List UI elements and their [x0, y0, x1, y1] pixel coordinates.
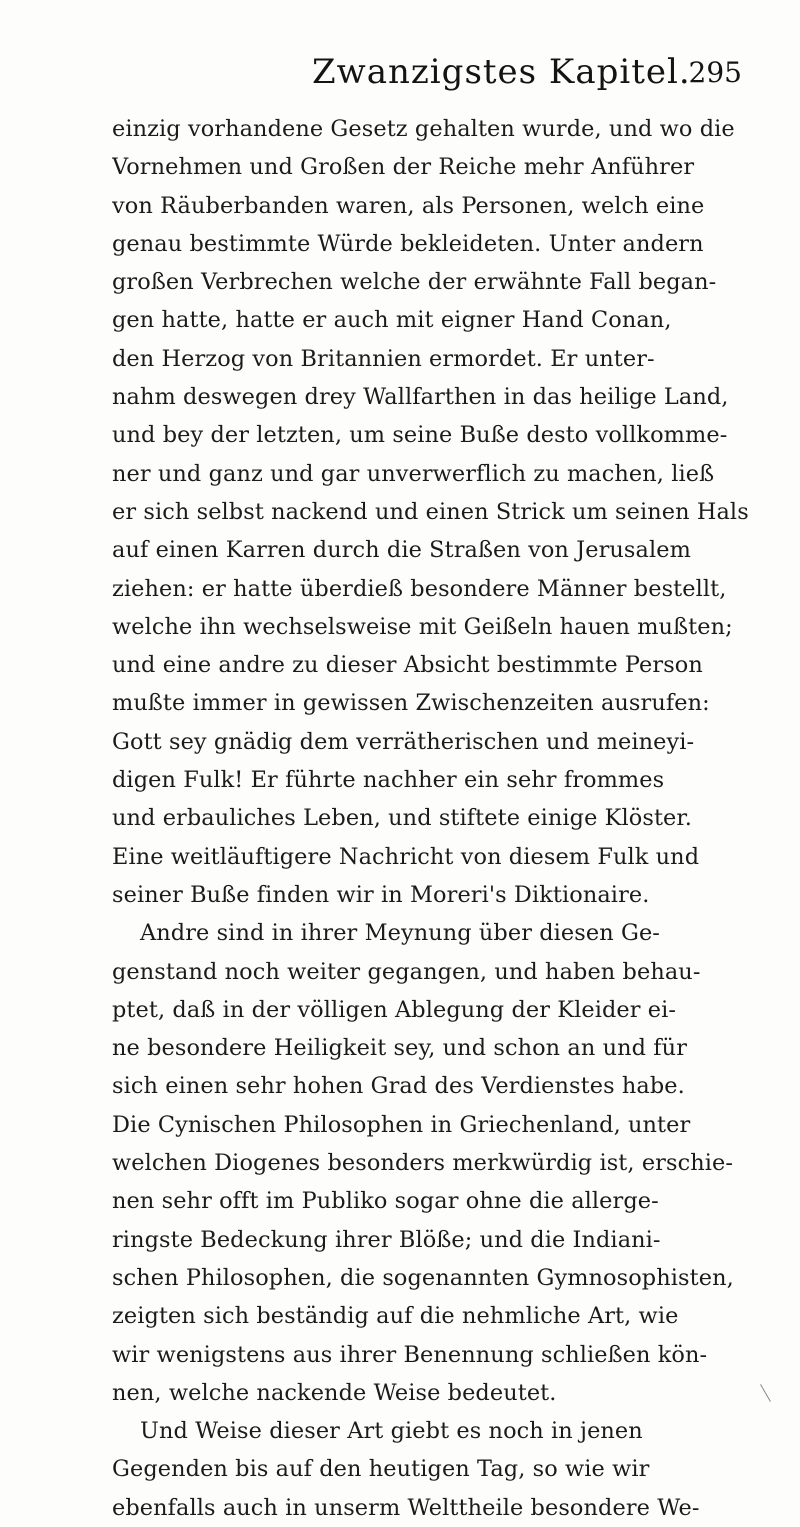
text-line: nahm deswegen drey Wallfarthen in das heilige Land,	[112, 384, 729, 411]
text-line: welche ihn wechselsweise mit Geißeln hauen mußten;	[112, 613, 733, 640]
text-line: genau bestimmte Würde bekleideten. Unter andern	[112, 230, 704, 257]
paragraph-start-line: Und Weise dieser Art giebt es noch in jenen	[140, 1418, 643, 1445]
text-line: Gott sey gnädig dem verrätherischen und meineyi-	[112, 728, 695, 755]
text-line: ne besondere Heiligkeit sey, und schon an und für	[112, 1035, 688, 1062]
text-line: nen, welche nackende Weise bedeutet.	[112, 1379, 557, 1406]
text-line: digen Fulk! Er führte nachher ein sehr frommes	[112, 767, 665, 794]
text-line: zeigten sich beständig auf die nehmliche Art, wie	[112, 1303, 679, 1330]
body-text	[112, 110, 756, 1527]
text-line: von Räuberbanden waren, als Personen, welch eine	[112, 192, 705, 219]
text-line: seiner Buße finden wir in Moreri's Diktionaire.	[112, 881, 650, 908]
text-line: mußte immer in gewissen Zwischenzeiten ausrufen:	[112, 690, 710, 717]
text-line: einzig vorhandene Gesetz gehalten wurde, und wo die	[112, 116, 735, 142]
text-line: schen Philosophen, die sogenannten Gymnosophisten,	[112, 1264, 734, 1291]
text-line: er sich selbst nackend und einen Strick um seinen Hals	[112, 498, 749, 525]
text-line: nen sehr offt im Publiko sogar ohne die allerge-	[112, 1188, 659, 1215]
text-line: und erbauliches Leben, und stiftete einige Klöster.	[112, 805, 692, 832]
text-line: Eine weitläuftigere Nachricht von diesem Fulk und	[112, 843, 700, 870]
text-line: den Herzog von Britannien ermordet. Er unter-	[112, 345, 655, 372]
text-line: ziehen: er hatte überdieß besondere Männer bestellt,	[112, 575, 727, 602]
paragraph-start-line: Andre sind in ihrer Meynung über diesen Ge-	[140, 920, 660, 947]
text-line: ptet, daß in der völligen Ablegung der Kleider ei-	[112, 996, 677, 1023]
text-line: Vornehmen und Großen der Reiche mehr Anführer	[112, 154, 695, 181]
text-line: sich einen sehr hohen Grad des Verdienstes habe.	[112, 1073, 685, 1100]
text-line: welchen Diogenes besonders merkwürdig ist, erschie-	[112, 1150, 734, 1177]
text-line: und eine andre zu dieser Absicht bestimmte Person	[112, 652, 703, 679]
text-line: genstand noch weiter gegangen, und haben behau-	[112, 958, 701, 985]
page-header	[112, 0, 756, 110]
running-head: Zwanzigstes Kapitel.	[312, 52, 691, 92]
text-line: ner und ganz und gar unverwerflich zu machen, ließ	[112, 460, 715, 487]
page-number: 295	[688, 56, 742, 89]
text-line: wir wenigstens aus ihrer Benennung schließen kön-	[112, 1341, 708, 1368]
text-line: auf einen Karren durch die Straßen von Jerusalem	[112, 537, 691, 564]
text-line: großen Verbrechen welche der erwähnte Fall began-	[112, 269, 717, 296]
text-line: Gegenden bis auf den heutigen Tag, so wie wir	[112, 1456, 650, 1483]
text-line: ebenfalls auch in unserm Welttheile besondere We-	[112, 1494, 700, 1521]
text-line: ringste Bedeckung ihrer Blöße; und die Indiani-	[112, 1226, 661, 1253]
text-line: und bey der letzten, um seine Buße desto vollkomme-	[112, 422, 728, 449]
text-line: Die Cynischen Philosophen in Griechenland, unter	[112, 1111, 691, 1138]
text-line: gen hatte, hatte er auch mit eigner Hand Conan,	[112, 307, 672, 334]
